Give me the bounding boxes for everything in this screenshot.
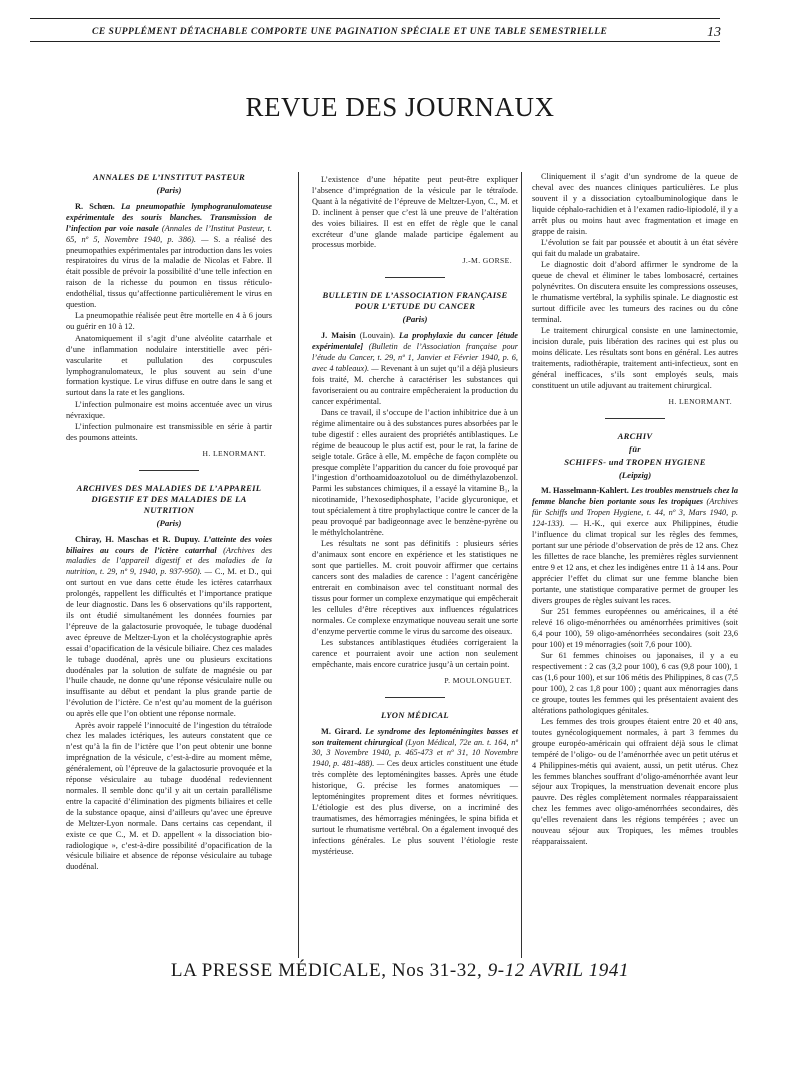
article-paragraph: Cliniquement il s’agit d’un syndrome de la queue de cheval avec des nuances cliniques particulières. Le plus souvent il y a dissociation cytoalbuminologique dans le liquide céphalo-rachidien et à l’examen radio-lipiodolé, il y a arrêt plus ou moins haut avec fragmentation et image en grappe de raisin. — [532, 172, 738, 236]
article-intro — [532, 486, 738, 606]
column-divider — [298, 172, 299, 958]
section-separator — [385, 277, 445, 278]
section-city: (Paris) — [156, 517, 182, 528]
column-divider — [521, 172, 522, 958]
article-paragraph: L’infection pulmonaire est moins accentuée avec un virus névraxique. — [66, 399, 272, 420]
article-title: La prophylaxie du cancer [étude expérimentale] — [312, 331, 518, 352]
article-text: H.-K., qui exerce aux Philippines, étudie l’influence du climat tropical sur les règles des femmes, portant sur une période d’observation de près de 12 ans. Chez les fillettes de race blanche, les premières règles surviennent entre 9 et 12 ans, et chez les indigènes entre 11 à 14 ans. Pour apprécier l’effet du climat sur une femme blanche bien portante, une statistique comparative permet de grouper les divers groupes de règles suivant les races. — [532, 519, 739, 605]
section-city: (Paris) — [402, 314, 428, 325]
article-paragraph: La pneumopathie réalisée peut être mortelle en 4 à 6 jours ou guérir en 10 à 12. — [66, 311, 272, 332]
article-intro — [66, 535, 272, 720]
article-author: M. Hasselmann-Kahlert. — [541, 486, 629, 496]
article-reference: (Archives für Schiffs und Tropen Hygiene, t. 44, nº 3, Mars 1940, p. 124-133). — — [532, 497, 738, 529]
article-signature: J.-M. GORSE. — [462, 256, 512, 266]
article-author: J. Maisin — [321, 331, 356, 341]
article-paragraph: Sur 251 femmes européennes ou américaines, il a été relevé 16 oligo-ménorrhées ou aménorrhées primitives (soit 6,4 pour 100), 59 oligo-aménorrhées secondaires (soit 23,6 pour 100) et 19 ménorragies (soit 7,6 pour 100). — [532, 606, 738, 649]
article-paragraph: Dans ce travail, il s’occupe de l’action inhibitrice due à un régime alimentaire ou à des substances pures absorbées par le tube digestif : elles auraient des propriétés antiblastiques. Le régime de beaucoup le plus actif est, pour le rat, la farine de seigle totale. Grâce à elle, M. empêche de façon complète ou presque complète l’apparition du cancer du foie provoqué par l’ingestion d’orthoamidoazotoluol ou de diméthylazobenzol. Parmi les substances chimiques, il a essayé la vitamine B₁, la nicotinamide, l’hexosediphosphate, l’acide glycuronique, et tout spécialement à titre prophylactique contre le cancer de la peau provoqué par badigeonnage avec le benzène-pyrène ou le méthylcholantrène. — [312, 408, 518, 537]
article-paragraph: Anatomiquement il s’agit d’une alvéolite catarrhale et d’une inflammation nodulaire interstitielle avec péri-vascularite et pullulation des corpuscules lymphogranulomateux, le plus souvent au sein d’une formation kystique. Le virus diffuse en outre dans le sang et surtout dans la rate et les ganglions. — [66, 333, 272, 398]
article-text: S. a réalisé des pneumopathies expérimentales par introduction dans les voies respiratoires du virus de la maladie de Nicolas et Fabre. Il était possible de prévoir la possibilité d’une telle infection en raison de la richesse du poumon en tissus réticulo-endothélial, tissus qu’affectionne particulièrement le virus en question. — [66, 234, 272, 310]
article-paragraph: Le traitement chirurgical consiste en une laminectomie, incision durale, puis libération des racines qui est plus ou moins délicate. Les résultats sont bons en général. Les autres traitements, radiothérapie, traitement anti-infectieux, sont en général inefficaces, s’ils sont employés seuls, mais constituent un utile adjuvant au traitement chirurgical. — [532, 326, 738, 390]
article-author: Chiray, H. Maschas et R. Dupuy. — [75, 534, 200, 544]
footer-line — [0, 960, 800, 982]
section-title: ARCHIVES DES MALADIES DE L’APPAREIL DIGESTIF ET DES MALADIES DE LA NUTRITION — [76, 482, 262, 515]
article-title: L’atteinte des voies biliaires au cours de l’ictère catarrhal — [66, 534, 272, 555]
article-paragraph: Les femmes des trois groupes étaient entre 20 et 40 ans, toutes gynécologiquement normales, à part 3 femmes du groupe européo-américain qui offraient déjà sous le climat tempéré de l’oligo- ou de l’aménorrhée avec un petit utérus et 4 Philippines-métis qui avaient, aussi, un petit utérus. Chez les femmes blanches souffrant d’oligo-aménorrhée avant leur séjour aux Tropiques, la menstruation devenait encore plus pauvre. Des règles complètement normales réapparaissaient chez les femmes avec oligo-aménorrhées secondaires, dès qu’elles revenaient dans les régions tempérées ; avec un nouveau séjour aux Tropiques, les mêmes troubles réapparaissaient. — [532, 716, 738, 846]
section-title-connector: für — [629, 443, 641, 454]
article-paragraph: L’infection pulmonaire est transmissible en série à partir des poumons atteints. — [66, 422, 272, 442]
article-title: Les troubles menstruels chez la femme blanche bien portante sous les tropiques — [532, 486, 738, 507]
page-number: 13 — [707, 25, 721, 40]
article-paragraph: Après avoir rappelé l’innocuité de l’ingestion du tétraïode chez les malades ictériques, les auteurs constatent que ce n’est qu’à la fin de l’ictère que l’on peut obtenir une bonne imprégnation de la vésicule, c’est-à-dire au moment même, généralement, où l’épreuve de la galactosurie provoquée et la réponse vésiculaire au tubage duodénal redeviennent normales. Il semble donc qu’il y ait un certain parallélisme entre la capacité d’élimination des pigments biliaires et celle de la substance opaque, ainsi d’ailleurs qu’avec une épreuve de Meltzer-Lyon normale. Dans certains cas cependant, il existe ce que C., M. et D. appellent « la dissociation bio-radiologique », c’est-à-dire possibilité d’opacification de la vésicule biliaire et absence de réponse vésiculaire au tubage duodénal. — [66, 720, 272, 872]
article-paragraph: Les résultats ne sont pas définitifs : plusieurs séries d’animaux sont encore en expérience et les statistiques ne sont que partielles. M. croit pouvoir affirmer que certains cancers sont des maladies de carence : l’agent cancérigène entrerait en combinaison avec tel constituant normal des tissus pour former un complexe enzymatique qui empêcherait les cellules d’être réceptives aux influences régulatrices normales. Ce complexe enzymatique nouveau serait une sorte d’enzyme pervertie comme le virus du sarcome des oiseaux. — [312, 539, 518, 636]
article-text: Revenant à un sujet qu’il a déjà plusieurs fois traité, M. cherche à caractériser les substances qui favoriseraient ou au contraire empêcheraient la production du cancer expérimental. — [312, 363, 518, 406]
article-text: C., M. et D., qui ont surtout en vue dans cette étude les ictères catarrhaux prolongés, rappellent les difficultés et l’importance pratique de leur diagnostic. Dans les 6 observations qu’ils rapportent, ils ont étudié simultanément les données fournies par l’épreuve de la galactosurie provoquée, le tubage duodénal avec épreuve de Meltzer-Lyon et la cholécystographie après essai d’opacification de la vésicule biliaire. Chez ces malades le tubage duodénal, après une ou plusieurs excitations duodénales par la solution de sulfate de magnésie ou par l’huile chaude, ne donne qu’une réponse vésiculaire nulle ou insuffisante au début et pendant la plus grande partie de l’évolution de l’ictère. Ce n’est qu’au moment de la guérison ou après elle que l’on obtient une réponse normale. — [66, 567, 272, 719]
section-separator — [385, 697, 445, 698]
article-intro — [312, 331, 518, 407]
article-paragraph: Sur 61 femmes chinoises ou japonaises, il y a eu respectivement : 2 cas (3,2 pour 100), 6 cas (9,8 pour 100), 1 cas (1,6 pour 100), et sur 106 métis des Philippines, 8 cas (7,5 pour 100), 2 cas 1,8 pour 100) ; quant aux ménorragies dans ce groupe, toutes les femmes qui les présentaient avaient des altérations pathologiques génitales. — [532, 651, 739, 715]
section-title: ANNALES DE L’INSTITUT PASTEUR — [92, 172, 246, 182]
article-paragraph: Le diagnostic doit d’abord affirmer le syndrome de la queue de cheval et éliminer le tabes lombosacré, certaines polynévrites. On discutera ensuite les compressions osseuses, le rhumatisme vertébral, la syphilis spinale. Le diagnostic est surtout difficile avec les tumeurs des racines ou du cône terminal. — [532, 260, 738, 324]
article-signature: P. MOULONGUET. — [444, 675, 512, 685]
article-paragraph: Les substances antiblastiques étudiées corrigeraient la carence et pourraient avoir une action non seulement empêchante, mais encore curatrice jusqu’à un certain point. — [312, 638, 518, 669]
article-text: Ces deux articles constituent une étude très complète des leptoméningites basses. Après une étude historique, G. précise les formes anatomiques — leptoméningites proprement dites et formes névritiques. L’étiologie est des plus diverse, on a incriminé des traumatismes, des hémorragies méningées, le spina bifida et surtout le rhumatisme vertébral. On a également invoqué des infections générales. Le plus souvent l’étiologie reste mystérieuse. — [312, 759, 518, 856]
article-signature: H. LENORMANT. — [668, 396, 732, 406]
section-title: LYON MÉDICAL — [381, 709, 449, 720]
column-2 — [312, 175, 518, 858]
article-title: Le syndrome des leptoméningites basses et son traitement chirurgical — [312, 726, 518, 747]
article-title: La pneumopathie lymphogranulomateuse expérimentale des souris blanches. Transmission de l’infection par voie nasale — [66, 201, 272, 233]
section-title: ARCHIV — [617, 430, 653, 441]
article-author: M. Girard. — [321, 726, 362, 736]
section-city: (Leipzig) — [618, 469, 652, 480]
article-reference: (Annales de l’Institut Pasteur, t. 65, nº 5, Novembre 1940, p. 386). — — [66, 223, 273, 244]
article-reference: (Bulletin de l’Association française pour l’étude du Cancer, t. 29, nº 1, Janvier et Février 1940, p. 6, avec 4 tableaux). — — [312, 342, 518, 373]
article-author: R. Schœn. — [75, 201, 115, 211]
header-note: CE SUPPLÉMENT DÉTACHABLE COMPORTE UNE PAGINATION SPÉCIALE ET UNE TABLE SEMESTRIELLE — [92, 27, 608, 37]
masthead-title: REVUE DES JOURNAUX — [245, 92, 555, 122]
article-paragraph: L’évolution se fait par poussée et aboutit à un état sévère qui fait du malade un grabataire. — [532, 237, 738, 258]
section-city: (Paris) — [156, 185, 182, 195]
article-intro — [312, 727, 518, 858]
article-paragraph: L’existence d’une hépatite peut peut-être expliquer l’absence d’imprégnation de la vésicule par le tétraïode. Quant à la négativité de l’épreuve de Meltzer-Lyon, C., M. et D. inclinent à penser que c’est là une preuve de l’altération des voies biliaires. Il est en effet de règle que le canal excréteur d’une glande malade participe également au processus morbide. — [312, 175, 518, 250]
article-intro — [66, 202, 272, 311]
section-separator — [139, 470, 199, 471]
section-separator — [605, 418, 665, 419]
column-1 — [66, 172, 272, 874]
column-3 — [532, 172, 738, 848]
footer-journal: LA PRESSE MÉDICALE, Nos 31-32, — [170, 960, 483, 981]
article-reference: (Lyon Médical, 72e an. t. 164, nº 30, 3 Novembre 1940, p. 465-473 et nº 31, 10 Novembre 1940, p. 481-488). — — [312, 737, 518, 769]
footer-date: 9-12 AVRIL 1941 — [487, 960, 630, 981]
section-title: BULLETIN DE L’ASSOCIATION FRANÇAISE POUR L’ETUDE DU CANCER — [322, 290, 508, 312]
section-title: SCHIFFS- und TROPEN HYGIENE — [564, 456, 706, 467]
article-signature: H. LENORMANT. — [202, 448, 266, 458]
article-reference: (Archives des maladies de l’appareil digestif et des maladies de la nutrition, t. 29, nº 9, 1940, p. 937-950). — — [66, 545, 273, 577]
article-author-place: (Louvain). — [359, 331, 395, 341]
